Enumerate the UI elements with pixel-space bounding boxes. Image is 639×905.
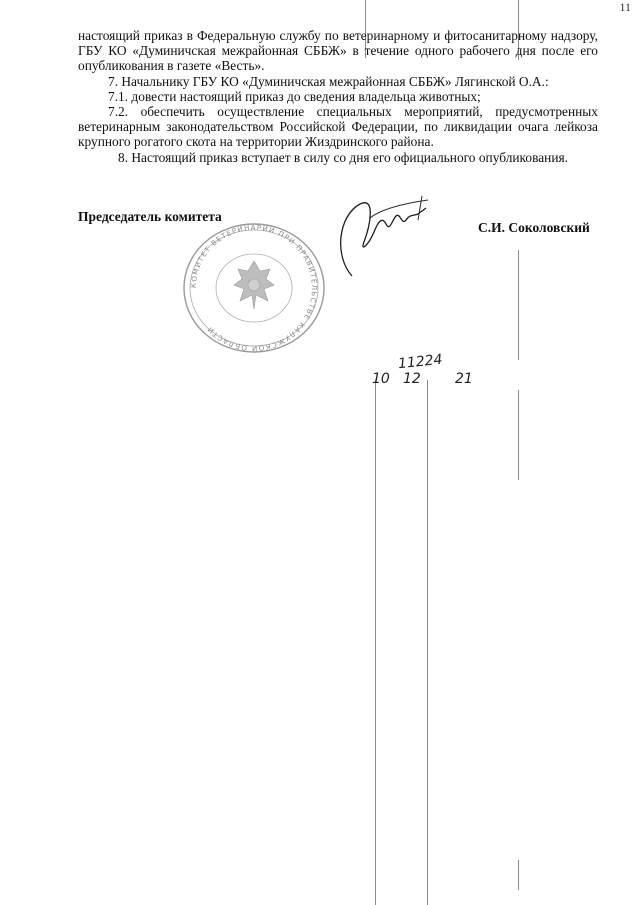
scan-line (427, 380, 428, 905)
scan-line (518, 250, 519, 360)
scan-line (375, 380, 376, 905)
signatory-position: Председатель комитета (78, 209, 222, 224)
scan-line (518, 860, 519, 890)
handwritten-registration-number: 11224 (397, 351, 444, 373)
handwritten-date-day: 10 (372, 371, 390, 387)
scan-line (518, 390, 519, 480)
document-body (78, 28, 598, 165)
handwritten-date-month: 12 (403, 371, 421, 387)
paragraph-item-8: 8. Настоящий приказ вступает в силу со дня его официального опубликования. (118, 149, 568, 165)
signatory-name: С.И. Соколовский (478, 220, 590, 235)
paragraph-item-7-1: 7.1. довести настоящий приказ до сведения владельца животных; (108, 88, 481, 104)
paragraph-item-7-2: 7.2. обеспечить осуществление специальных мероприятий, предусмотренных ветеринарным законодательством Российской Федерации, по ликвидации очага лейкоза крупного рогатого скота на территории Жиздринского района. (78, 104, 598, 150)
handwritten-signature (330, 186, 440, 284)
stamp-text: КОМИТЕТ ВЕТЕРИНАРИИ ПРИ ПРАВИТЕЛЬСТВЕ КАЛУЖСКОЙ ОБЛАСТИ (189, 223, 319, 353)
page-corner-mark: 11 (619, 0, 631, 14)
paragraph-item-7: 7. Начальнику ГБУ КО «Думиничская межрайонная СББЖ» Лягинской О.А.: (108, 73, 549, 89)
paragraph-continuation: настоящий приказ в Федеральную службу по ветеринарному и фитосанитарному надзору, ГБУ КО «Думиничская межрайонная СББЖ» в течение одного рабочего дня после его опубликования в газете «Весть». (78, 28, 598, 74)
handwritten-date-year: 21 (455, 371, 473, 387)
emblem-icon (234, 261, 274, 309)
official-stamp (178, 219, 330, 357)
